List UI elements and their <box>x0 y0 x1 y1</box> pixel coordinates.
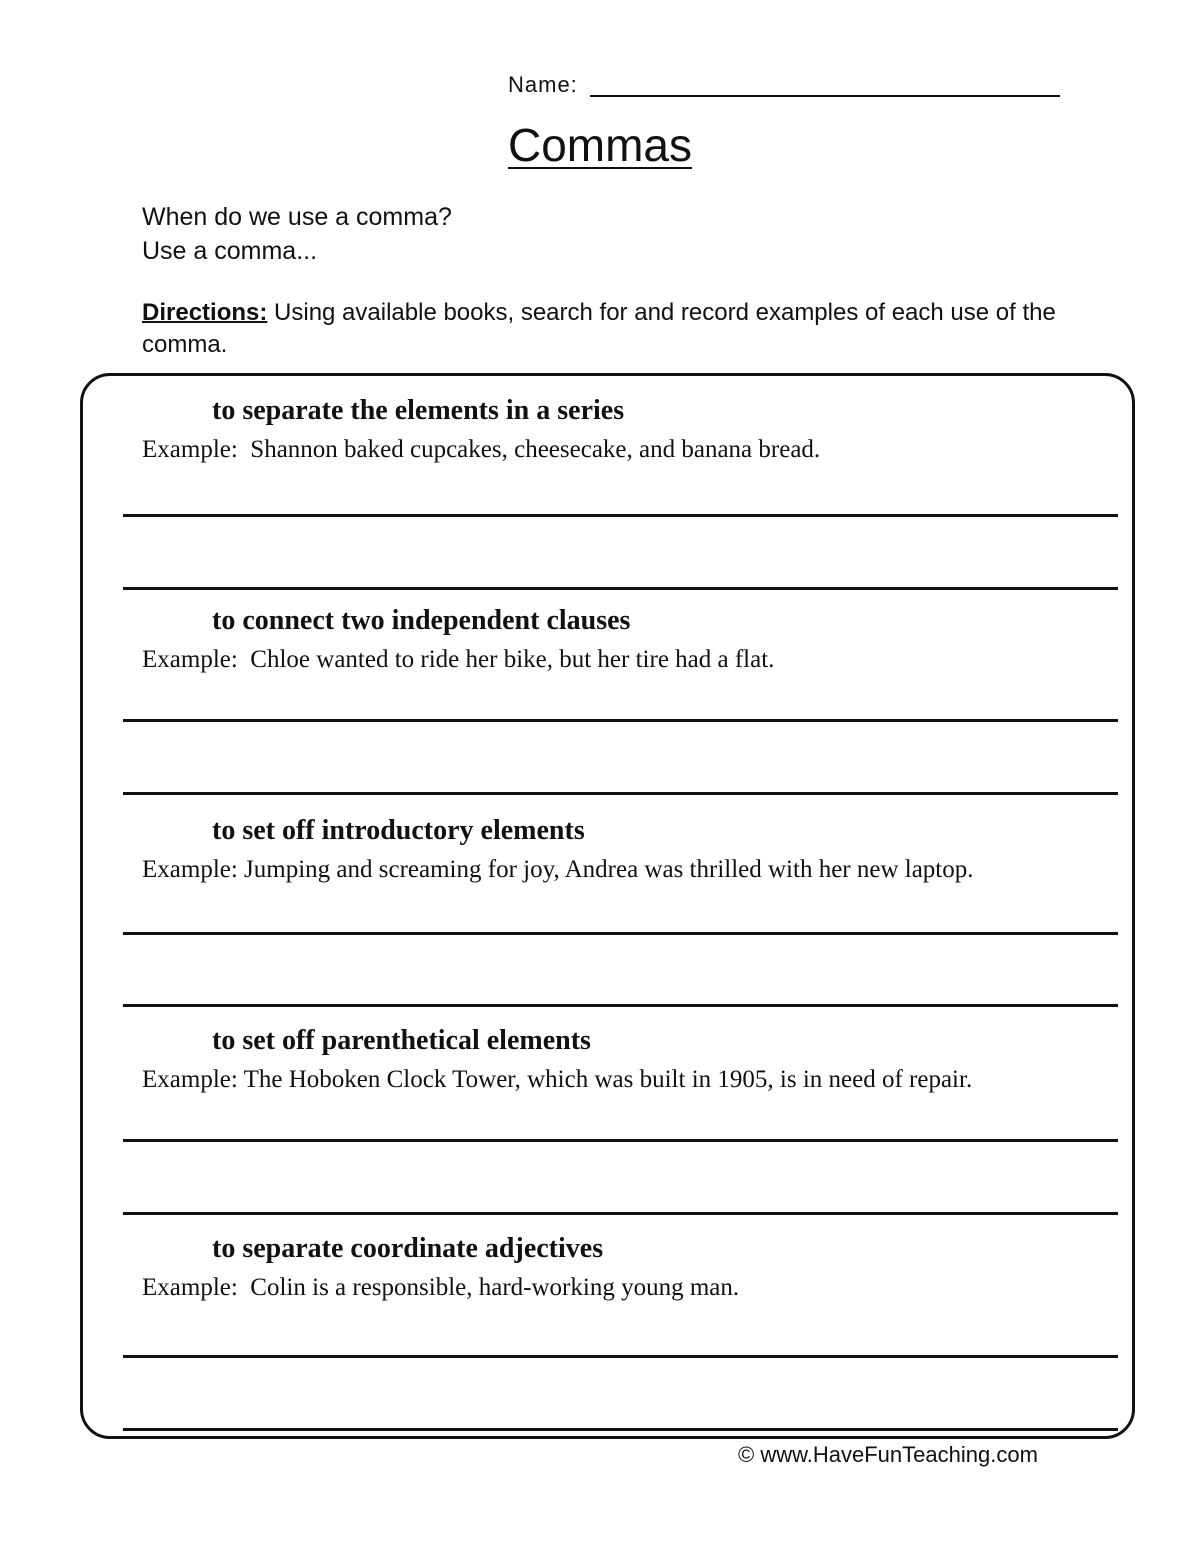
answer-line[interactable] <box>123 1428 1118 1431</box>
copyright-footer: © www.HaveFunTeaching.com <box>738 1442 1038 1467</box>
answer-line[interactable] <box>123 1355 1118 1358</box>
answer-line[interactable] <box>123 514 1118 517</box>
name-write-line[interactable] <box>590 95 1060 97</box>
section-heading-parenthetical: to set off parenthetical elements <box>212 1025 591 1056</box>
section-heading-coordinate-adjectives: to separate coordinate adjectives <box>212 1233 604 1264</box>
section-example-parenthetical: Example: The Hoboken Clock Tower, which was built in 1905, is in need of repair. <box>142 1066 973 1093</box>
answer-line[interactable] <box>123 719 1118 722</box>
directions-text: Using available books, search for and record examples of each use of the comma. <box>142 299 1056 358</box>
directions <box>142 297 1062 361</box>
worksheet-title: Commas <box>507 119 693 171</box>
section-example-coordinate-adjectives: Example: Colin is a responsible, hard-working young man. <box>142 1274 740 1301</box>
answer-line[interactable] <box>123 1139 1118 1142</box>
section-heading-introductory: to set off introductory elements <box>212 815 585 846</box>
section-example-introductory: Example: Jumping and screaming for joy, Andrea was thrilled with her new laptop. <box>142 856 974 883</box>
section-heading-independent-clauses: to connect two independent clauses <box>212 605 631 636</box>
name-label: Name: <box>508 72 578 97</box>
answer-line[interactable] <box>123 932 1118 935</box>
answer-line[interactable] <box>123 792 1118 795</box>
directions-label: Directions: <box>142 299 268 326</box>
section-heading-series: to separate the elements in a series <box>212 395 625 426</box>
section-example-series: Example: Shannon baked cupcakes, cheesecake, and banana bread. <box>142 436 821 463</box>
answer-line[interactable] <box>123 587 1118 590</box>
intro-text <box>142 200 452 268</box>
intro-prompt: Use a comma... <box>142 237 318 265</box>
section-example-independent-clauses: Example: Chloe wanted to ride her bike, but her tire had a flat. <box>142 646 775 673</box>
answer-line[interactable] <box>123 1004 1118 1007</box>
intro-question: When do we use a comma? <box>142 203 452 231</box>
answer-line[interactable] <box>123 1212 1118 1215</box>
